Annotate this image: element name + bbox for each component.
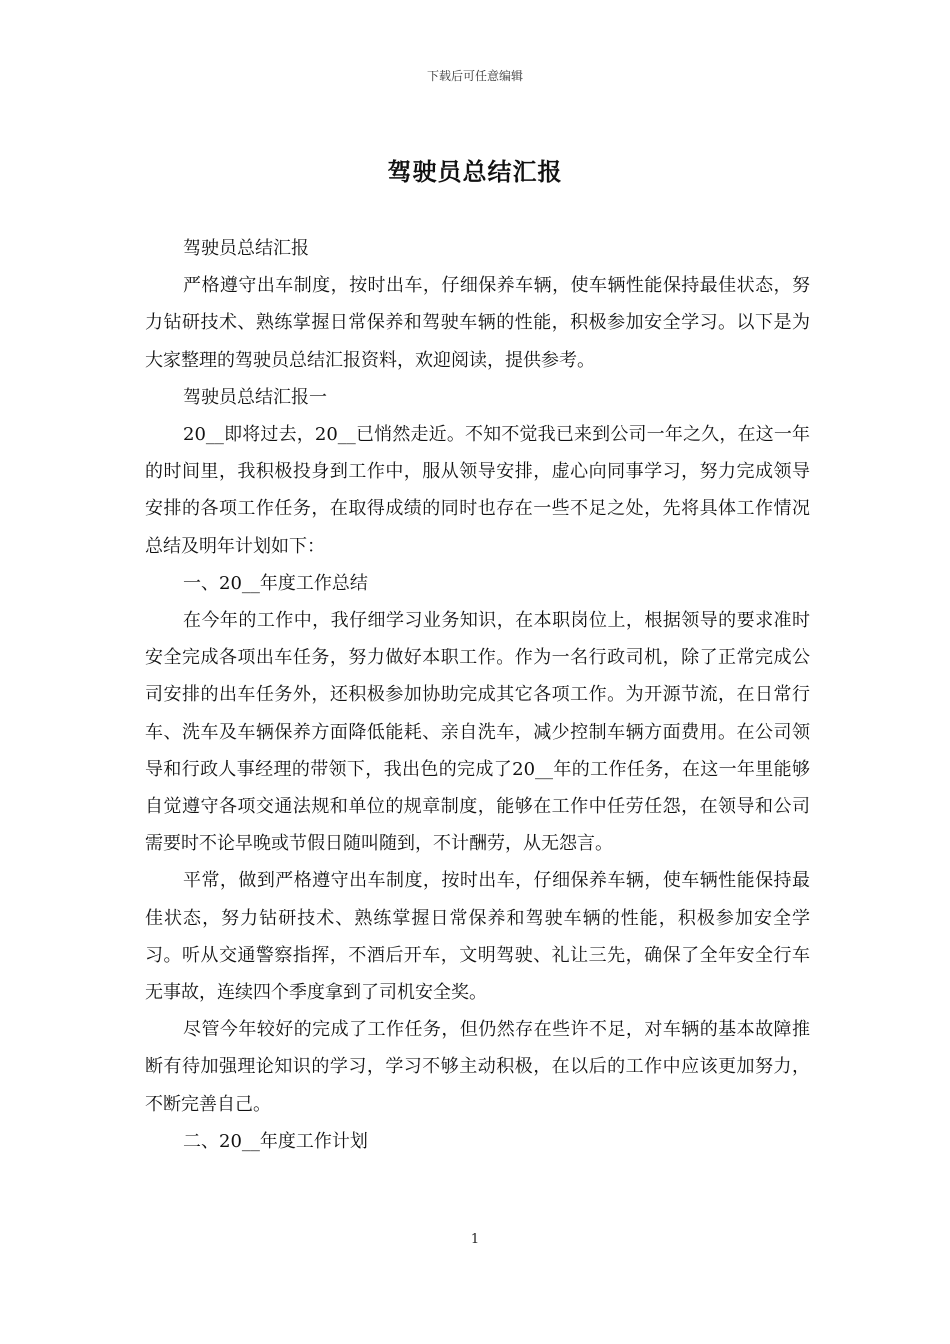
header-note: 下载后可任意编辑 <box>426 69 523 83</box>
paragraph-daily-practice: 平常，做到严格遵守出车制度，按时出车，仔细保养车辆，使车辆性能保持最佳状态，努力钻研技术、熟练掌握日常保养和驾驶车辆的性能，积极参加安全学习。听从交通警察指挥，不酒后开车，文明驾驶、礼让三先，确保了全年安全行车无事故，连续四个季度拿到了司机安全奖。 <box>145 870 810 1004</box>
paragraph-heading-plan: 二、20__年度工作计划 <box>183 1130 368 1152</box>
paragraph-opening: 20__即将过去，20__已悄然走近。不知不觉我已来到公司一年之久，在这一年的时间里，我积极投身到工作中，服从领导安排，虚心向同事学习，努力完成领导安排的各项工作任务，在取得成绩的同时也存在一些不足之处，先将具体工作情况总结及明年计划如下： <box>145 424 810 557</box>
paragraph-section-heading: 驾驶员总结汇报一 <box>183 386 327 408</box>
paragraph-subtitle: 驾驶员总结汇报 <box>183 238 309 259</box>
document-body <box>145 230 810 1160</box>
paragraph-intro: 严格遵守出车制度，按时出车，仔细保养车辆，使车辆性能保持最佳状态，努力钻研技术、熟练掌握日常保养和驾驶车辆的性能，积极参加安全学习。以下是为大家整理的驾驶员总结汇报资料，欢迎阅读，提供参考。 <box>145 275 810 371</box>
paragraph-shortcomings: 尽管今年较好的完成了工作任务，但仍然存在些许不足，对车辆的基本故障推断有待加强理论知识的学习，学习不够主动积极，在以后的工作中应该更加努力，不断完善自己。 <box>145 1019 810 1115</box>
document-title: 驾驶员总结汇报 <box>387 157 563 186</box>
paragraph-work-details: 在今年的工作中，我仔细学习业务知识，在本职岗位上，根据领导的要求准时安全完成各项出车任务，努力做好本职工作。作为一名行政司机，除了正常完成公司安排的出车任务外，还积极参加协助完成其它各项工作。为开源节流，在日常行车、洗车及车辆保养方面降低能耗、亲自洗车，减少控制车辆方面费用。在公司领导和行政人事经理的带领下，我出色的完成了20__年的工作任务，在这一年里能够自觉遵守各项交通法规和单位的规章制度，能够在工作中任劳任怨，在领导和公司需要时不论早晚或节假日随叫随到，不计酬劳，从无怨言。 <box>145 610 810 855</box>
page-number: 1 <box>470 1232 480 1247</box>
paragraph-heading-summary: 一、20__年度工作总结 <box>183 572 368 594</box>
